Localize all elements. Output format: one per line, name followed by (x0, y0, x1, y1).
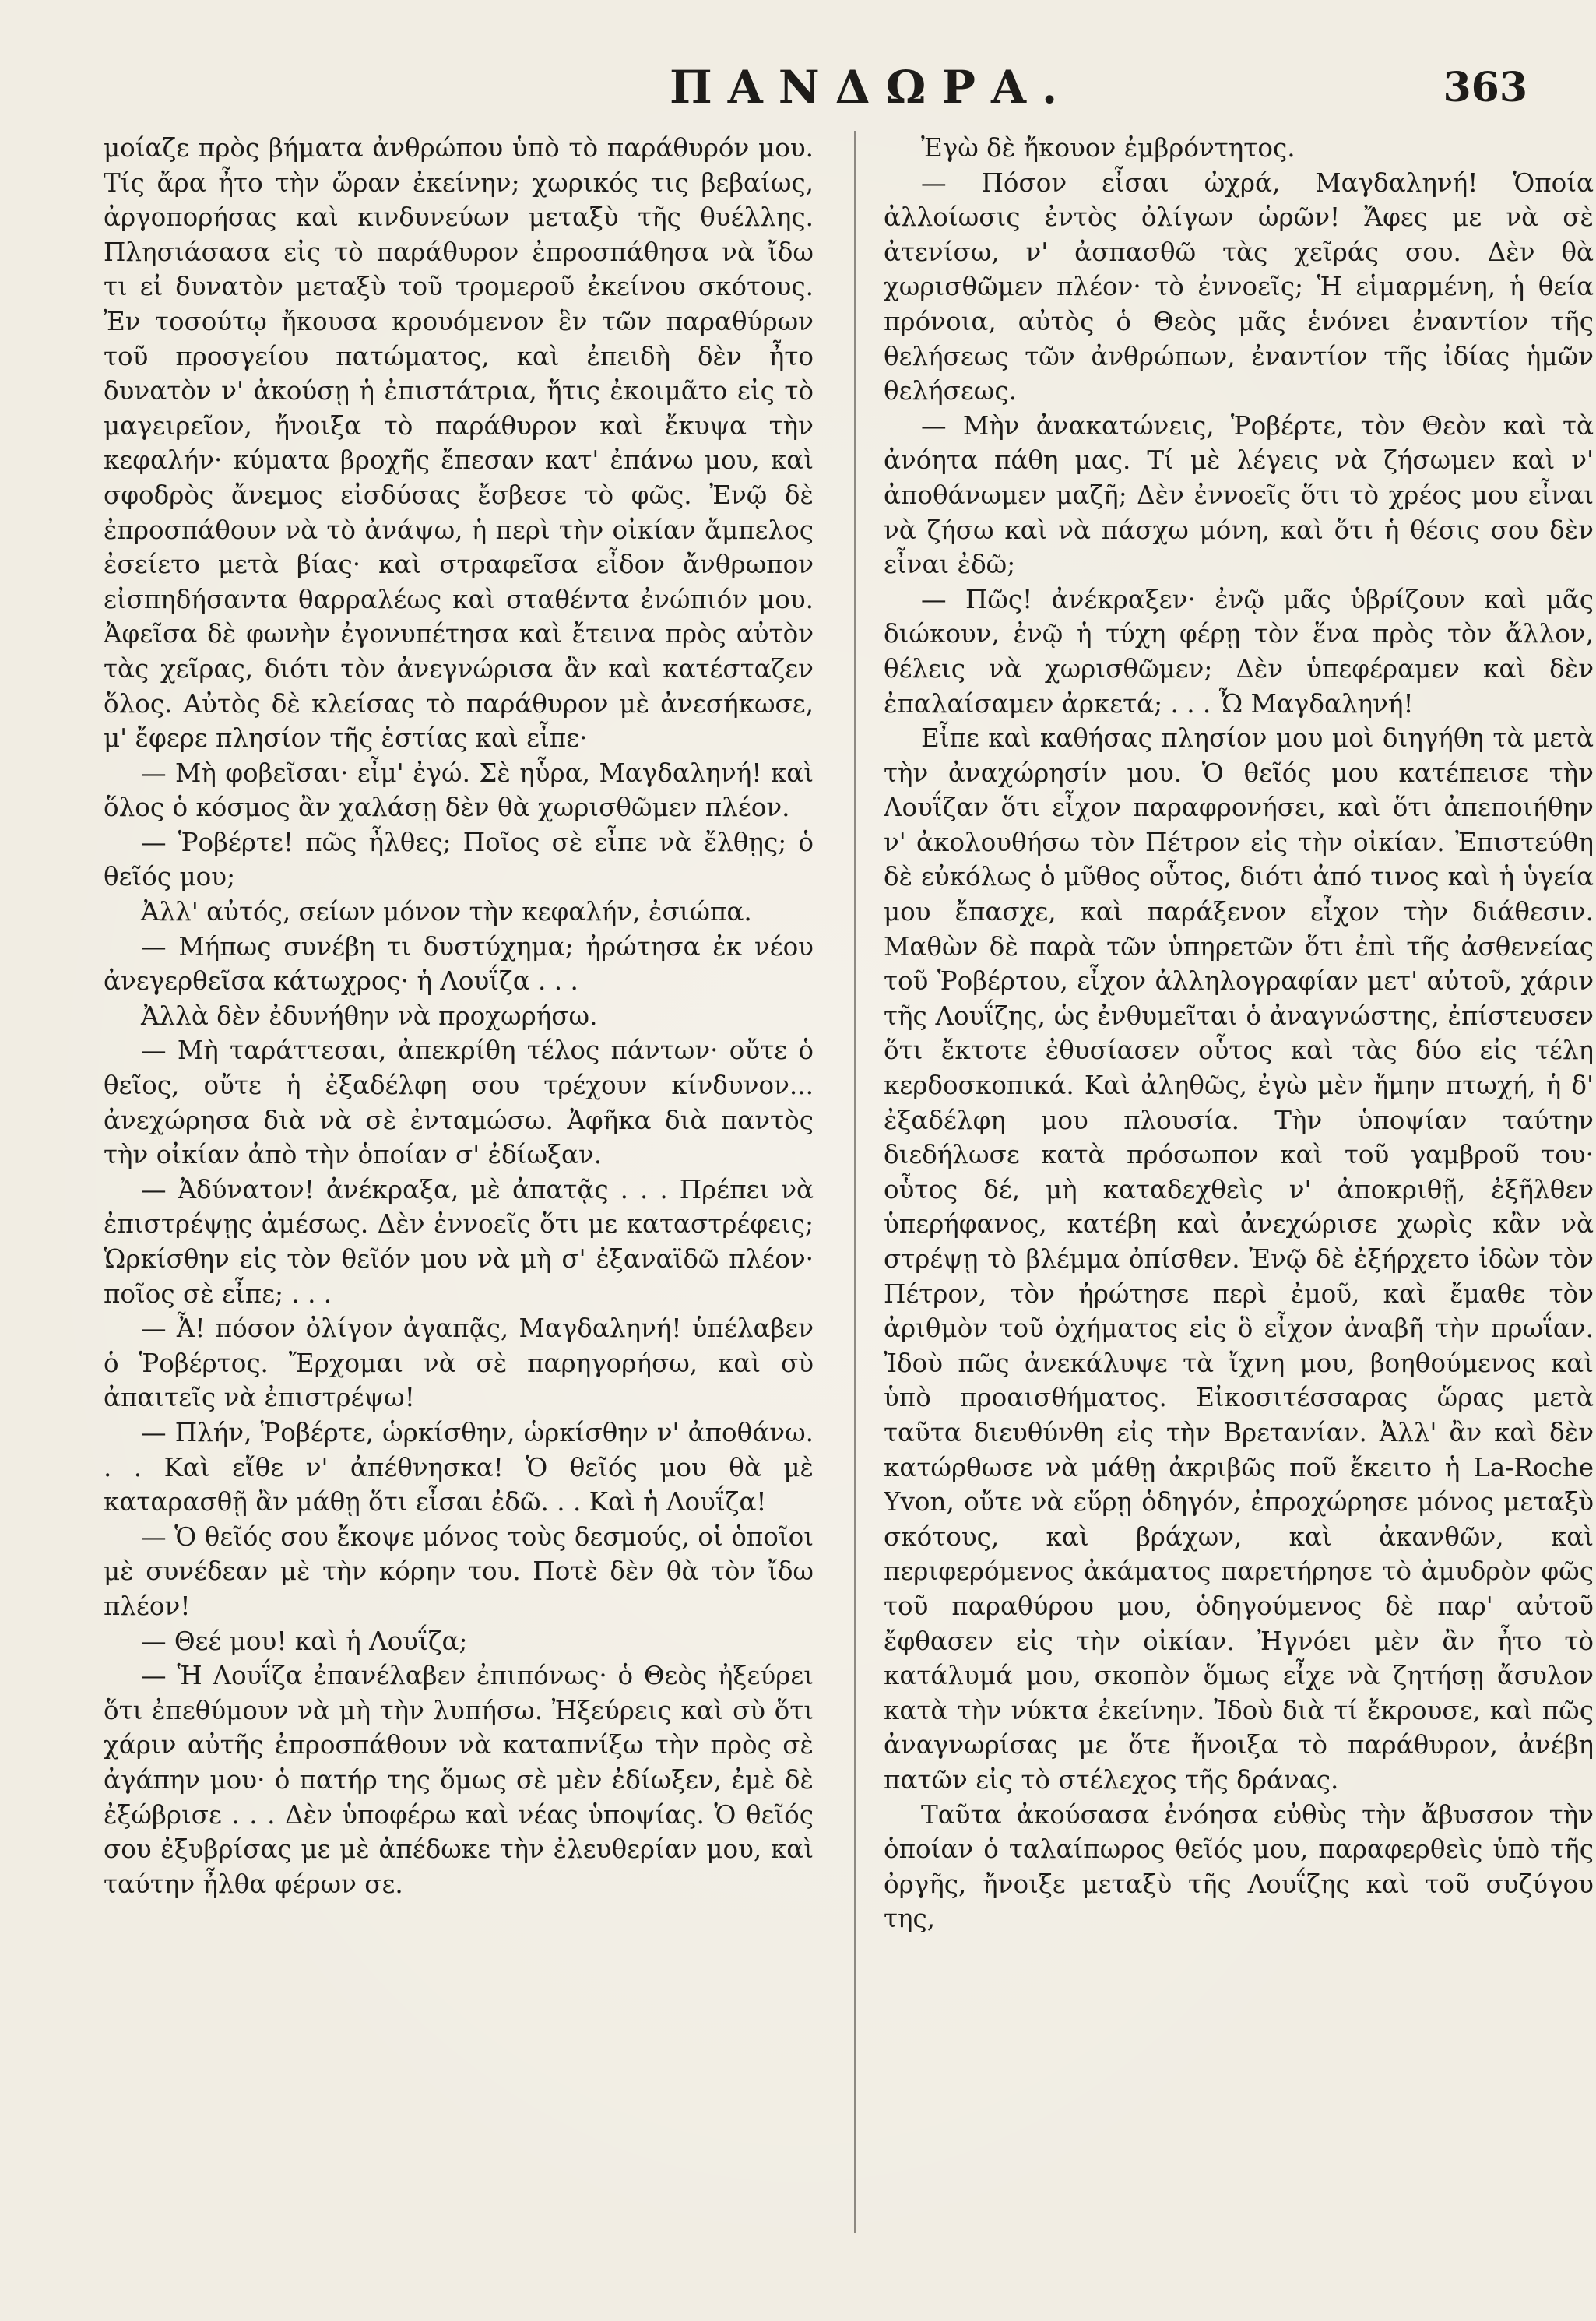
paragraph: — Θεέ μου! καὶ ἡ Λουΐζα; (141, 1626, 468, 1656)
paragraph: Ἀλλὰ δὲν ἐδυνήθην νὰ προχωρήσω. (141, 1000, 598, 1031)
paragraph: — Πόσον εἶσαι ὠχρά, Μαγδαληνή! Ὁποία ἀλλοίωσις ἐντὸς ὀλίγων ὡρῶν! Ἄφες με νὰ σὲ ἀτενίσω, ν' ἀσπασθῶ τὰς χεῖράς σου. Δὲν θὰ χωρισθῶμεν πλέον· τὸ ἐννοεῖς; Ἡ εἱμαρμένη, ἡ θεία πρόνοια, αὐτὸς ὁ Θεὸς μᾶς ἑνόνει ἐναντίον τῆς θελήσεως τῶν ἀνθρώπων, ἐναντίον τῆς ἰδίας ἡμῶν θελήσεως. (884, 167, 1594, 406)
paragraph: μοίαζε πρὸς βήματα ἀνθρώπου ὑπὸ τὸ παράθυρόν μου. Τίς ἄρα ἦτο τὴν ὥραν ἐκείνην; χωρικός τις βεβαίως, ἀργοπορήσας καὶ κινδυνεύων μεταξὺ τῆς θυέλλης. Πλησιάσασα εἰς τὸ παράθυρον ἐπροσπάθησα νὰ ἴδω τι εἰ δυνατὸν μεταξὺ τοῦ τρομεροῦ ἐκείνου σκότους. Ἐν τοσούτῳ ἤκουσα κρουόμενον ἓν τῶν παραθύρων τοῦ προσγείου πατώματος, καὶ ἐπειδὴ δὲν ἦτο δυνατὸν ν' ἀκούσῃ ἡ ἐπιστάτρια, ἥτις ἐκοιμᾶτο εἰς τὸ μαγειρεῖον, ἤνοιξα τὸ παράθυρον καὶ ἔκυψα τὴν κεφαλήν· κύματα βροχῆς ἔπεσαν κατ' ἐπάνω μου, καὶ σφοδρὸς ἄνεμος εἰσδύσας ἔσβεσε τὸ φῶς. Ἐνῷ δὲ ἐπροσπάθουν νὰ τὸ ἀνάψω, ἡ περὶ τὴν οἰκίαν ἄμπελος ἐσείετο μετὰ βίας· καὶ στραφεῖσα εἶδον ἄνθρωπον εἰσπηδήσαντα θαρραλέως καὶ σταθέντα ἐνώπιόν μου. Ἀφεῖσα δὲ φωνὴν ἐγονυπέτησα καὶ ἔτεινα πρὸς αὐτὸν τὰς χεῖρας, διότι τὸν ἀνεγνώρισα ἂν καὶ κατέσταζεν ὅλος. Αὐτὸς δὲ κλείσας τὸ παράθυρον μὲ ἀνεσήκωσε, μ' ἔφερε πλησίον τῆς ἑστίας καὶ εἶπε· (104, 133, 814, 754)
paragraph: — Ῥοβέρτε! πῶς ἦλθες; Ποῖος σὲ εἶπε νὰ ἔλθῃς; ὁ θεῖός μου; (104, 827, 814, 892)
paragraph: — Μὴ ταράττεσαι, ἀπεκρίθη τέλος πάντων· οὔτε ὁ θεῖος, οὔτε ἡ ἐξαδέλφη σου τρέχουν κίνδυνον... ἀνεχώρησα διὰ νὰ σὲ ἐνταμώσω. Ἀφῆκα διὰ παντὸς τὴν οἰκίαν ἀπὸ τὴν ὁποίαν σ' ἐδίωξαν. (104, 1036, 814, 1170)
left-column (104, 131, 814, 2280)
paragraph: — Πλήν, Ῥοβέρτε, ὡρκίσθην, ὡρκίσθην ν' ἀποθάνω. . . Καὶ εἴθε ν' ἀπέθνησκα! Ὁ θεῖός μου θὰ μὲ καταρασθῇ ἂν μάθῃ ὅτι εἶσαι ἐδῶ. . . Καὶ ἡ Λουΐζα! (104, 1417, 814, 1517)
running-title: ΠΑΝΔΩΡΑ. (670, 61, 1074, 114)
paragraph: — Ἀδύνατον! ἀνέκραξα, μὲ ἀπατᾷς . . . Πρέπει νὰ ἐπιστρέψῃς ἀμέσως. Δὲν ἐννοεῖς ὅτι με καταστρέφεις; Ὡρκίσθην εἰς τὸν θεῖόν μου νὰ μὴ σ' ἐξαναϊδῶ πλέον· ποῖος σὲ εἶπε; . . . (104, 1174, 814, 1309)
paragraph: — Ἡ Λουΐζα ἐπανέλαβεν ἐπιπόνως· ὁ Θεὸς ἠξεύρει ὅτι ἐπεθύμουν νὰ μὴ τὴν λυπήσω. Ἠξεύρεις καὶ σὺ ὅτι χάριν αὐτῆς ἐπροσπάθουν νὰ καταπνίξω τὴν πρὸς σὲ ἀγάπην μου· ὁ πατήρ της ὅμως σὲ μὲν ἐδίωξεν, ἐμὲ δὲ ἐξώβρισε . . . Δὲν ὑποφέρω καὶ νέας ὑποψίας. Ὁ θεῖός σου ἐξυβρίσας με μὲ ἀπέδωκε τὴν ἐλευθερίαν μου, καὶ ταύτην ἦλθα φέρων σε. (104, 1661, 814, 1899)
column-divider (854, 131, 856, 2233)
paragraph: — Πῶς! ἀνέκραξεν· ἐνῷ μᾶς ὑβρίζουν καὶ μᾶς διώκουν, ἐνῷ ἡ τύχη φέρῃ τὸν ἕνα πρὸς τὸν ἄλλον, θέλεις νὰ χωρισθῶμεν; Δὲν ὑπεφέραμεν καὶ δὲν ἐπαλαίσαμεν ἀρκετά; . . . Ὦ Μαγδαληνή! (884, 584, 1594, 719)
paragraph: — Μὴν ἀνακατώνεις, Ῥοβέρτε, τὸν Θεὸν καὶ τὰ ἀνόητα πάθη μας. Τί μὲ λέγεις νὰ ζήσωμεν καὶ ν' ἀποθάνωμεν μαζῆ; Δὲν ἐννοεῖς ὅτι τὸ χρέος μου εἶναι νὰ ζήσω καὶ νὰ πάσχω μόνη, καὶ ὅτι ἡ θέσις σου δὲν εἶναι ἐδῶ; (884, 410, 1594, 580)
paragraph: Εἶπε καὶ καθήσας πλησίον μου μοὶ διηγήθη τὰ μετὰ τὴν ἀναχώρησίν μου. Ὁ θεῖός μου κατέπεισε τὴν Λουΐζαν ὅτι εἶχον παραφρονήσει, καὶ ὅτι ἀπεποιήθην ν' ἀκολουθήσω τὸν Πέτρον εἰς τὴν οἰκίαν. Ἐπιστεύθη δὲ εὐκόλως ὁ μῦθος οὗτος, διότι ἀπό τινος καὶ ἡ ὑγεία μου ἔπασχε, καὶ παράξενον εἶχον τὴν διάθεσιν. Μαθὼν δὲ παρὰ τῶν ὑπηρετῶν ὅτι ἐπὶ τῆς ἀσθενείας τοῦ Ῥοβέρτου, εἶχον ἀλληλογραφίαν μετ' αὐτοῦ, χάριν τῆς Λουΐζης, ὡς ἐνθυμεῖται ὁ ἀναγνώστης, ἐπίστευσεν ὅτι ἔκτοτε ἐθυσίασεν οὗτος καὶ τὰς δύο εἰς τέλη κερδοσκοπικά. Καὶ ἀληθῶς, ἐγὼ μὲν ἤμην πτωχή, ἡ δ' ἐξαδέλφη μου πλουσία. Τὴν ὑποψίαν ταύτην διεδήλωσε κατὰ πρόσωπον καὶ τοῦ γαμβροῦ του· οὗτος δέ, μὴ καταδεχθεὶς ν' ἀποκριθῇ, ἐξῆλθεν ὑπερήφανος, κατέβη καὶ ἀνεχώρισε χωρὶς κἂν νὰ στρέψῃ τὸ βλέμμα ὀπίσθεν. Ἐνῷ δὲ ἐξήρχετο ἰδὼν τὸν Πέτρον, τὸν ἠρώτησε περὶ ἐμοῦ, καὶ ἔμαθε τὸν ἀριθμὸν τοῦ ὀχήματος εἰς ὃ εἶχον ἀναβῆ τὴν πρωΐαν. Ἰδοὺ πῶς ἀνεκάλυψε τὰ ἴχνη μου, βοηθούμενος καὶ ὑπὸ προαισθήματος. Εἰκοσιτέσσαρας ὥρας μετὰ ταῦτα διευθύνθη εἰς τὴν Βρετανίαν. Ἀλλ' ἂν καὶ δὲν κατώρθωσε νὰ μάθῃ ἀκριβῶς ποῦ ἔκειτο ἡ La-Roche Yvon, οὔτε νὰ εὕρῃ ὁδηγόν, ἐπροχώρησε μόνος μεταξὺ σκότους, καὶ βράχων, καὶ ἀκανθῶν, καὶ περιφερόμενος ἀκάματος παρετήρησε τὸ ἀμυδρὸν φῶς τοῦ παραθύρου μου, ὁδηγούμενος δὲ παρ' αὐτοῦ ἔφθασεν εἰς τὴν οἰκίαν. Ἠγνόει μὲν ἂν ἦτο τὸ κατάλυμά μου, σκοπὸν ὅμως εἶχε νὰ ζητήσῃ ἄσυλον κατὰ τὴν νύκτα ἐκείνην. Ἰδοὺ διὰ τί ἔκρουσε, καὶ πῶς ἀναγνωρίσας με ὅτε ἤνοιξα τὸ παράθυρον, ἀνέβη πατῶν εἰς τὸ στέλεχος τῆς δράνας. (884, 723, 1594, 1795)
right-column (884, 131, 1594, 2280)
paragraph: — Μήπως συνέβη τι δυστύχημα; ἠρώτησα ἐκ νέου ἀνεγερθεῖσα κάτωχρος· ἡ Λουΐζα . . . (104, 931, 814, 997)
paragraph: — Ἆ! πόσον ὀλίγον ἀγαπᾷς, Μαγδαληνή! ὑπέλαβεν ὁ Ῥοβέρτος. Ἔρχομαι νὰ σὲ παρηγορήσω, καὶ σὺ ἀπαιτεῖς νὰ ἐπιστρέψω! (104, 1313, 814, 1413)
paragraph: Ταῦτα ἀκούσασα ἐνόησα εὐθὺς τὴν ἄβυσσον τὴν ὁποίαν ὁ ταλαίπωρος θεῖός μου, παραφερθεὶς ὑπὸ τῆς ὀργῆς, ἤνοιξε μεταξὺ τῆς Λουΐζης καὶ τοῦ συζύγου της, (884, 1799, 1594, 1934)
paragraph: Ἐγὼ δὲ ἤκουον ἐμβρόντητος. (921, 133, 1295, 163)
paragraph: Ἀλλ' αὐτός, σείων μόνον τὴν κεφαλήν, ἐσιώπα. (141, 897, 752, 927)
paragraph: — Ὁ θεῖός σου ἔκοψε μόνος τοὺς δεσμούς, οἱ ὁποῖοι μὲ συνέδεαν μὲ τὴν κόρην του. Ποτὲ δὲν θὰ τὸν ἴδω πλέον! (104, 1521, 814, 1621)
page-number: 363 (1443, 64, 1527, 111)
paragraph: — Μὴ φοβεῖσαι· εἶμ' ἐγώ. Σὲ ηὗρα, Μαγδαληνή! καὶ ὅλος ὁ κόσμος ἂν χαλάσῃ δὲν θὰ χωρισθῶμεν πλέον. (104, 758, 814, 823)
